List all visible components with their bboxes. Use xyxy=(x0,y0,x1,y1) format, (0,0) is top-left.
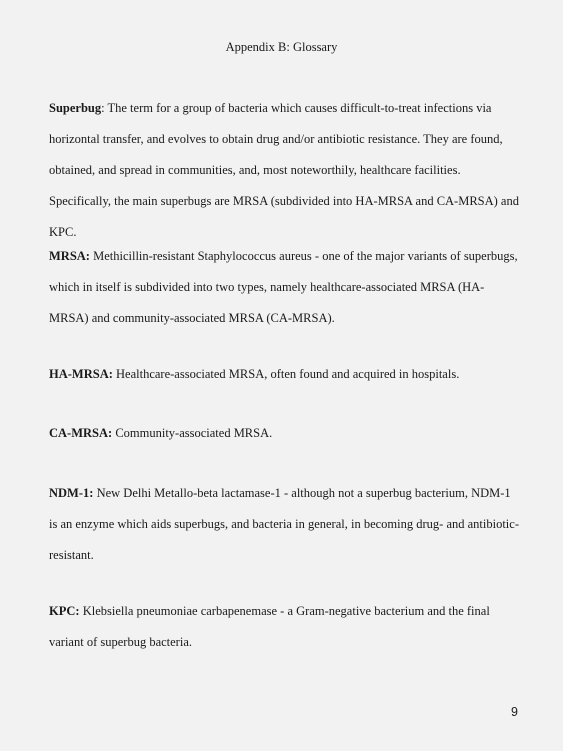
glossary-term: Superbug xyxy=(49,101,102,115)
glossary-separator: : xyxy=(101,101,105,115)
glossary-definition: New Delhi Metallo-beta lactamase-1 - although not a superbug bacterium, NDM-1 is an enzyme which aids superbugs, and bacteria in general, in becoming drug- and antibiotic-resistant. xyxy=(49,486,519,562)
glossary-definition: Community-associated MRSA. xyxy=(112,426,273,440)
glossary-definition: Healthcare-associated MRSA, often found and acquired in hospitals. xyxy=(112,367,460,381)
glossary-entry-ca-mrsa xyxy=(49,418,519,449)
glossary-definition: Methicillin-resistant Staphylococcus aureus - one of the major variants of superbugs, which in itself is subdivided into two types, namely healthcare-associated MRSA (HA-MRSA) and community-associated MRSA (CA-MRSA). xyxy=(49,249,518,325)
glossary-term: CA-MRSA: xyxy=(49,426,113,440)
glossary-entry-ha-mrsa xyxy=(49,359,519,390)
glossary-entry-mrsa xyxy=(49,241,519,334)
glossary-term: NDM-1: xyxy=(49,486,94,500)
glossary-definition: Klebsiella pneumoniae carbapenemase - a Gram-negative bacterium and the final variant of superbug bacteria. xyxy=(49,604,490,649)
page-number: 9 xyxy=(511,705,518,719)
glossary-entry-ndm-1 xyxy=(49,478,519,571)
glossary-term: HA-MRSA: xyxy=(49,367,113,381)
page-title: Appendix B: Glossary xyxy=(225,40,338,54)
glossary-entry-kpc xyxy=(49,596,519,658)
glossary-term: KPC: xyxy=(49,604,80,618)
glossary-term: MRSA: xyxy=(49,249,90,263)
glossary-definition: The term for a group of bacteria which causes difficult-to-treat infections via horizontal transfer, and evolves to obtain drug and/or antibiotic resistance. They are found, obtained, and spread in communities, and, most noteworthily, healthcare facilities. Specifically, the main superbugs are MRSA (subdivided into HA-MRSA and CA-MRSA) and KPC. xyxy=(49,101,519,239)
glossary-entry-superbug xyxy=(49,93,519,248)
